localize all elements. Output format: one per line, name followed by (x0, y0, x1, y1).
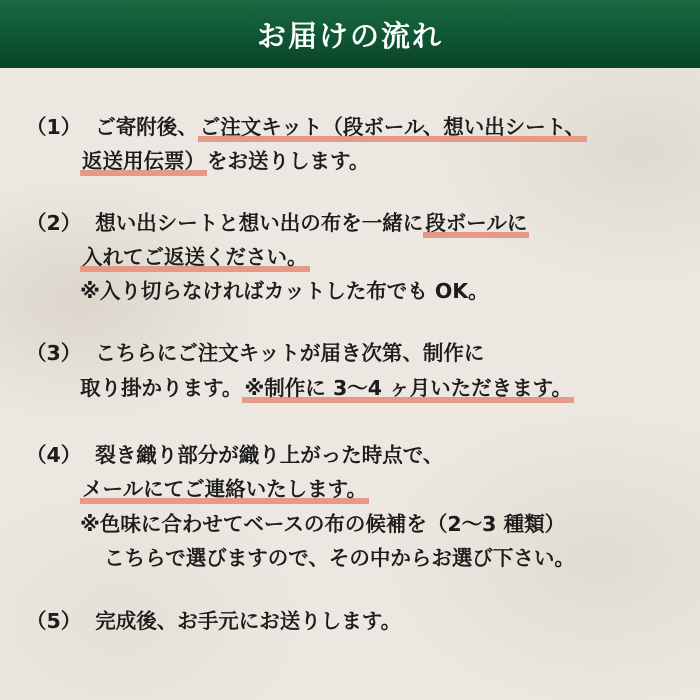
step-2-line-1 (26, 206, 529, 240)
step-3-text-b: 取り掛かります。 (80, 376, 243, 400)
step-5-text: 完成後、お手元にお送りします。 (95, 609, 402, 633)
step-4-note-b: こちらで選びますので、その中からお選び下さい。 (104, 546, 575, 570)
step-3-line-1 (26, 336, 484, 370)
step-4-line-1 (26, 438, 443, 472)
step-4-line-4 (104, 541, 575, 575)
step-2-highlight-b: 入れてご返送ください。 (80, 240, 310, 274)
step-2-text-a: 想い出シートと想い出の布を一緒に (95, 211, 424, 235)
step-1-number: （1） (26, 115, 82, 139)
step-1-line-1 (26, 110, 587, 144)
step-2-number: （2） (26, 211, 82, 235)
step-3-number: （3） (26, 341, 82, 365)
step-5-number: （5） (26, 609, 82, 633)
step-3-line-2 (80, 371, 574, 405)
step-4-number: （4） (26, 443, 82, 467)
step-4-note-a: ※色味に合わせてベースの布の候補を（2〜3 種類） (80, 512, 566, 536)
step-2-line-2 (80, 240, 310, 274)
step-4-line-2 (80, 472, 369, 506)
step-4-text-a: 裂き織り部分が織り上がった時点で、 (95, 443, 444, 467)
step-2-note: ※入り切らなければカットした布でも OK。 (80, 279, 489, 303)
step-2-line-3 (80, 274, 489, 308)
step-2-highlight-a: 段ボールに (423, 206, 529, 240)
step-1-line-2 (80, 144, 369, 178)
step-3-highlight: ※制作に 3〜4 ヶ月いただきます。 (242, 371, 574, 405)
step-1-text-a: ご寄附後、 (95, 115, 198, 139)
step-1-text-b: をお送りします。 (207, 149, 370, 173)
page-title: お届けの流れ (256, 18, 443, 53)
step-1-highlight-a: ご注文キット（段ボール、想い出シート、 (198, 110, 587, 144)
step-4-line-3 (80, 507, 565, 541)
step-3-text-a: こちらにご注文キットが届き次第、制作に (95, 341, 485, 365)
step-4-highlight: メールにてご連絡いたします。 (80, 472, 369, 506)
step-5-line-1 (26, 604, 401, 638)
step-1-highlight-b: 返送用伝票） (80, 144, 207, 178)
